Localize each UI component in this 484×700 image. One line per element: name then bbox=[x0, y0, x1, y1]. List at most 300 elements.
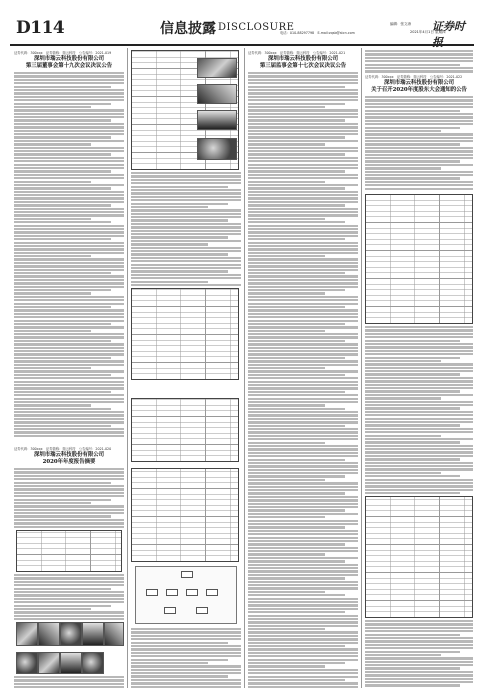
text-line bbox=[248, 377, 358, 379]
text-line bbox=[248, 574, 358, 576]
text-line bbox=[14, 384, 124, 386]
product-photo bbox=[197, 138, 237, 160]
text-line bbox=[248, 72, 358, 74]
text-line bbox=[248, 299, 358, 301]
text-line bbox=[365, 116, 473, 118]
text-line bbox=[248, 296, 358, 298]
text-line bbox=[14, 353, 124, 355]
text-line bbox=[248, 150, 358, 152]
text-line bbox=[365, 424, 460, 426]
article-body bbox=[365, 50, 473, 74]
text-line bbox=[365, 380, 473, 382]
text-line bbox=[14, 618, 124, 620]
text-line bbox=[248, 164, 358, 166]
text-line bbox=[14, 133, 124, 135]
text-line bbox=[365, 357, 460, 359]
data-table bbox=[131, 468, 239, 562]
text-line bbox=[365, 657, 473, 659]
text-line bbox=[365, 67, 473, 69]
text-line bbox=[131, 270, 228, 272]
text-line bbox=[14, 252, 124, 254]
text-line bbox=[248, 191, 358, 193]
text-line bbox=[14, 89, 124, 91]
text-line bbox=[131, 686, 241, 688]
text-line bbox=[14, 686, 124, 688]
text-line bbox=[248, 547, 358, 549]
text-line bbox=[248, 275, 358, 277]
text-line bbox=[365, 654, 441, 656]
text-line bbox=[248, 509, 345, 511]
text-line bbox=[248, 119, 345, 121]
text-line bbox=[248, 262, 358, 264]
text-line bbox=[248, 540, 358, 542]
text-line bbox=[365, 133, 473, 135]
text-line bbox=[365, 326, 473, 328]
text-line bbox=[14, 594, 124, 596]
text-line bbox=[248, 398, 358, 400]
text-line bbox=[14, 96, 124, 98]
text-line bbox=[248, 604, 358, 606]
text-line bbox=[365, 363, 473, 365]
column-2 bbox=[131, 48, 241, 688]
editor-credit: 编辑：张文涛 bbox=[390, 22, 411, 26]
text-line bbox=[14, 581, 124, 583]
text-line bbox=[131, 659, 228, 661]
data-table bbox=[365, 496, 473, 618]
text-line bbox=[365, 106, 473, 108]
text-line bbox=[365, 404, 473, 406]
text-line bbox=[248, 235, 358, 237]
text-line bbox=[131, 175, 241, 177]
section-title: 信息披露 bbox=[160, 21, 216, 37]
text-line bbox=[365, 367, 473, 369]
text-line bbox=[365, 177, 460, 179]
text-line bbox=[365, 110, 460, 112]
text-line bbox=[365, 664, 473, 666]
text-line bbox=[14, 231, 124, 233]
text-line bbox=[14, 153, 111, 155]
text-line bbox=[14, 136, 111, 138]
text-line bbox=[248, 655, 358, 657]
text-line bbox=[248, 513, 358, 515]
text-line bbox=[131, 253, 228, 255]
text-line bbox=[131, 638, 241, 640]
text-line bbox=[365, 147, 473, 149]
text-line bbox=[14, 381, 124, 383]
text-line bbox=[248, 323, 345, 325]
product-photo bbox=[60, 652, 82, 674]
text-line bbox=[248, 364, 358, 366]
text-line bbox=[131, 281, 208, 283]
text-line bbox=[365, 661, 473, 663]
text-line bbox=[14, 167, 124, 169]
product-photo bbox=[38, 652, 60, 674]
product-photo bbox=[38, 622, 60, 646]
text-line bbox=[248, 533, 358, 535]
text-line bbox=[365, 127, 460, 129]
text-line bbox=[14, 408, 111, 410]
text-line bbox=[248, 421, 358, 423]
text-line bbox=[248, 109, 358, 111]
text-line bbox=[365, 627, 473, 629]
text-line bbox=[248, 228, 358, 230]
text-line bbox=[248, 333, 358, 335]
article-body bbox=[14, 676, 124, 688]
text-line bbox=[365, 465, 473, 467]
text-line bbox=[365, 451, 473, 453]
text-line bbox=[365, 140, 473, 142]
product-photo bbox=[82, 652, 104, 674]
text-line bbox=[14, 316, 124, 318]
text-line bbox=[14, 574, 124, 576]
text-line bbox=[14, 286, 124, 288]
text-line bbox=[14, 425, 111, 427]
column-3 bbox=[248, 48, 358, 688]
text-line bbox=[248, 442, 325, 444]
text-line bbox=[248, 682, 358, 684]
text-line bbox=[248, 648, 358, 650]
text-line bbox=[14, 306, 111, 308]
text-line bbox=[14, 512, 124, 514]
text-line bbox=[365, 60, 473, 62]
product-photo bbox=[82, 622, 104, 646]
text-line bbox=[248, 75, 358, 77]
text-line bbox=[365, 681, 473, 683]
text-line bbox=[248, 269, 358, 271]
text-line bbox=[14, 404, 91, 406]
text-line bbox=[248, 282, 358, 284]
product-photo bbox=[104, 622, 124, 646]
text-line bbox=[248, 92, 358, 94]
text-line bbox=[14, 475, 124, 477]
text-line bbox=[365, 667, 460, 669]
text-line bbox=[14, 370, 124, 372]
text-line bbox=[248, 486, 358, 488]
text-line bbox=[14, 157, 124, 159]
text-line bbox=[14, 509, 124, 511]
text-line bbox=[365, 678, 473, 680]
text-line bbox=[131, 230, 241, 232]
text-line bbox=[248, 360, 358, 362]
text-line bbox=[248, 543, 345, 545]
text-line bbox=[365, 120, 473, 122]
text-line bbox=[365, 623, 473, 625]
text-line bbox=[14, 194, 124, 196]
text-line bbox=[131, 179, 241, 181]
text-line bbox=[14, 615, 124, 617]
text-line bbox=[248, 452, 358, 454]
text-line bbox=[365, 113, 473, 115]
text-line bbox=[14, 598, 124, 600]
text-line bbox=[248, 303, 358, 305]
text-line bbox=[248, 113, 358, 115]
text-line bbox=[14, 126, 124, 128]
text-line bbox=[248, 492, 345, 494]
text-line bbox=[131, 216, 241, 218]
text-line bbox=[248, 418, 358, 420]
article-body bbox=[365, 326, 473, 496]
text-line bbox=[248, 353, 358, 355]
text-line bbox=[248, 258, 358, 260]
text-line bbox=[248, 530, 358, 532]
text-line bbox=[14, 601, 124, 603]
text-line bbox=[14, 347, 124, 349]
data-table bbox=[131, 288, 239, 380]
text-line bbox=[131, 665, 241, 667]
text-line bbox=[131, 675, 228, 677]
text-line bbox=[248, 553, 325, 555]
data-table bbox=[131, 398, 239, 462]
text-line bbox=[248, 289, 345, 291]
text-line bbox=[131, 284, 241, 286]
text-line bbox=[248, 520, 358, 522]
text-line bbox=[14, 170, 111, 172]
text-line bbox=[14, 577, 124, 579]
text-line bbox=[248, 408, 345, 410]
text-line bbox=[365, 157, 473, 159]
text-line bbox=[131, 682, 241, 684]
text-line bbox=[14, 225, 124, 227]
text-line bbox=[365, 431, 473, 433]
text-line bbox=[248, 567, 358, 569]
text-line bbox=[14, 208, 124, 210]
text-line bbox=[131, 250, 241, 252]
text-line bbox=[248, 584, 358, 586]
text-line bbox=[131, 240, 241, 242]
text-line bbox=[365, 154, 473, 156]
text-line bbox=[248, 594, 345, 596]
text-line bbox=[14, 471, 124, 473]
text-line bbox=[365, 353, 473, 355]
text-line bbox=[365, 651, 460, 653]
text-line bbox=[365, 401, 473, 403]
text-line bbox=[248, 79, 358, 81]
text-line bbox=[14, 336, 124, 338]
text-line bbox=[248, 503, 358, 505]
text-line bbox=[248, 214, 358, 216]
text-line bbox=[248, 489, 358, 491]
column-divider bbox=[127, 48, 128, 688]
text-line bbox=[248, 153, 345, 155]
product-photo bbox=[197, 110, 237, 130]
text-line bbox=[365, 50, 473, 52]
text-line bbox=[248, 306, 345, 308]
text-line bbox=[131, 223, 241, 225]
text-line bbox=[248, 642, 358, 644]
text-line bbox=[248, 357, 345, 359]
text-line bbox=[14, 526, 124, 528]
text-line bbox=[14, 106, 91, 108]
text-line bbox=[131, 631, 241, 633]
text-line bbox=[248, 221, 345, 223]
text-line bbox=[365, 103, 473, 105]
text-line bbox=[131, 172, 241, 174]
text-line bbox=[131, 260, 241, 262]
article-body bbox=[14, 72, 124, 438]
text-line bbox=[14, 411, 124, 413]
text-line bbox=[14, 140, 124, 142]
text-line bbox=[14, 177, 124, 179]
product-photo bbox=[197, 58, 237, 78]
text-line bbox=[14, 478, 124, 480]
text-line bbox=[14, 313, 124, 315]
text-line bbox=[365, 485, 473, 487]
text-line bbox=[14, 282, 124, 284]
text-line bbox=[248, 181, 325, 183]
text-line bbox=[131, 277, 241, 279]
text-line bbox=[14, 147, 124, 149]
text-line bbox=[14, 522, 124, 524]
text-line bbox=[14, 519, 124, 521]
article-body bbox=[365, 620, 473, 688]
text-line bbox=[248, 272, 345, 274]
text-line bbox=[365, 634, 460, 636]
text-line bbox=[14, 248, 124, 250]
text-line bbox=[131, 247, 241, 249]
text-line bbox=[365, 448, 473, 450]
text-line bbox=[248, 157, 358, 159]
text-line bbox=[365, 630, 473, 632]
text-line bbox=[14, 150, 124, 152]
text-line bbox=[14, 326, 124, 328]
column-divider bbox=[244, 48, 245, 688]
text-line bbox=[14, 418, 124, 420]
text-line bbox=[365, 407, 460, 409]
text-line bbox=[248, 679, 345, 681]
text-line bbox=[131, 257, 241, 259]
newspaper-logo: 证券时报 bbox=[432, 20, 465, 49]
text-line bbox=[131, 628, 241, 630]
text-line bbox=[365, 360, 441, 362]
text-line bbox=[14, 485, 124, 487]
text-line bbox=[365, 329, 473, 331]
text-line bbox=[365, 482, 473, 484]
data-table bbox=[365, 194, 473, 324]
text-line bbox=[14, 414, 124, 416]
text-line bbox=[365, 164, 473, 166]
article-body bbox=[14, 468, 124, 529]
text-line bbox=[14, 130, 124, 132]
text-line bbox=[248, 638, 358, 640]
text-line bbox=[14, 204, 111, 206]
text-line bbox=[248, 309, 358, 311]
text-line bbox=[14, 255, 91, 257]
text-line bbox=[248, 577, 345, 579]
text-line bbox=[14, 435, 124, 437]
text-line bbox=[248, 448, 358, 450]
text-line bbox=[14, 591, 124, 593]
text-line bbox=[248, 479, 325, 481]
text-line bbox=[248, 99, 358, 101]
column-1 bbox=[14, 48, 124, 688]
text-line bbox=[14, 482, 111, 484]
text-line bbox=[365, 373, 460, 375]
text-line bbox=[14, 296, 124, 298]
product-photo bbox=[60, 622, 82, 646]
article-body bbox=[131, 628, 241, 688]
text-line bbox=[248, 676, 358, 678]
text-line bbox=[14, 309, 124, 311]
text-line bbox=[248, 252, 358, 254]
text-line bbox=[365, 350, 473, 352]
text-line bbox=[365, 492, 460, 494]
text-line bbox=[248, 197, 358, 199]
text-line bbox=[14, 258, 124, 260]
text-line bbox=[365, 414, 473, 416]
text-line bbox=[131, 655, 241, 657]
text-line bbox=[14, 103, 111, 105]
text-line bbox=[14, 143, 91, 145]
text-line bbox=[14, 262, 124, 264]
text-line bbox=[14, 605, 111, 607]
product-photo bbox=[197, 84, 237, 104]
text-line bbox=[365, 346, 473, 348]
text-line bbox=[131, 662, 208, 664]
text-line bbox=[14, 611, 124, 613]
text-line bbox=[365, 96, 473, 98]
announcement-heading: 深圳市瑞云科技股份有限公司 2020年年度报告摘要 bbox=[33, 452, 105, 465]
text-line bbox=[365, 184, 473, 186]
text-line bbox=[248, 465, 358, 467]
text-line bbox=[14, 160, 124, 162]
text-line bbox=[248, 469, 358, 471]
text-line bbox=[14, 431, 124, 433]
text-line bbox=[248, 635, 358, 637]
text-line bbox=[248, 292, 325, 294]
text-line bbox=[248, 628, 325, 630]
text-line bbox=[248, 248, 358, 250]
text-line bbox=[248, 601, 358, 603]
text-line bbox=[365, 370, 473, 372]
text-line bbox=[248, 381, 358, 383]
text-line bbox=[131, 679, 241, 681]
text-line bbox=[131, 669, 241, 671]
text-line bbox=[248, 499, 358, 501]
text-line bbox=[365, 143, 460, 145]
data-table bbox=[16, 530, 122, 572]
text-line bbox=[14, 333, 124, 335]
text-line bbox=[14, 279, 124, 281]
article-body bbox=[14, 574, 124, 621]
text-line bbox=[248, 194, 358, 196]
text-line bbox=[365, 455, 473, 457]
announcement-code: 证券代码：300xxx 证券简称：瑞云科技 公告编号：2021-022 bbox=[365, 75, 463, 79]
text-line bbox=[365, 130, 441, 132]
text-line bbox=[14, 608, 91, 610]
text-line bbox=[365, 181, 473, 183]
text-line bbox=[248, 560, 345, 562]
text-line bbox=[248, 231, 358, 233]
announcement-heading: 深圳市瑞云科技股份有限公司 第三届监事会第十七次会议决议公告 bbox=[259, 56, 347, 69]
text-line bbox=[14, 218, 91, 220]
text-line bbox=[14, 350, 124, 352]
text-line bbox=[248, 598, 358, 600]
announcement-heading: 深圳市瑞云科技股份有限公司 关于召开2020年度股东大会通知的公告 bbox=[371, 80, 467, 93]
text-line bbox=[14, 265, 124, 267]
text-line bbox=[248, 625, 358, 627]
text-line bbox=[365, 397, 441, 399]
text-line bbox=[14, 123, 124, 125]
text-line bbox=[248, 526, 345, 528]
text-line bbox=[248, 564, 358, 566]
text-line bbox=[365, 684, 460, 686]
text-line bbox=[131, 209, 241, 211]
text-line bbox=[14, 357, 111, 359]
text-line bbox=[248, 136, 345, 138]
text-line bbox=[365, 390, 460, 392]
text-line bbox=[365, 674, 473, 676]
text-line bbox=[365, 462, 473, 464]
